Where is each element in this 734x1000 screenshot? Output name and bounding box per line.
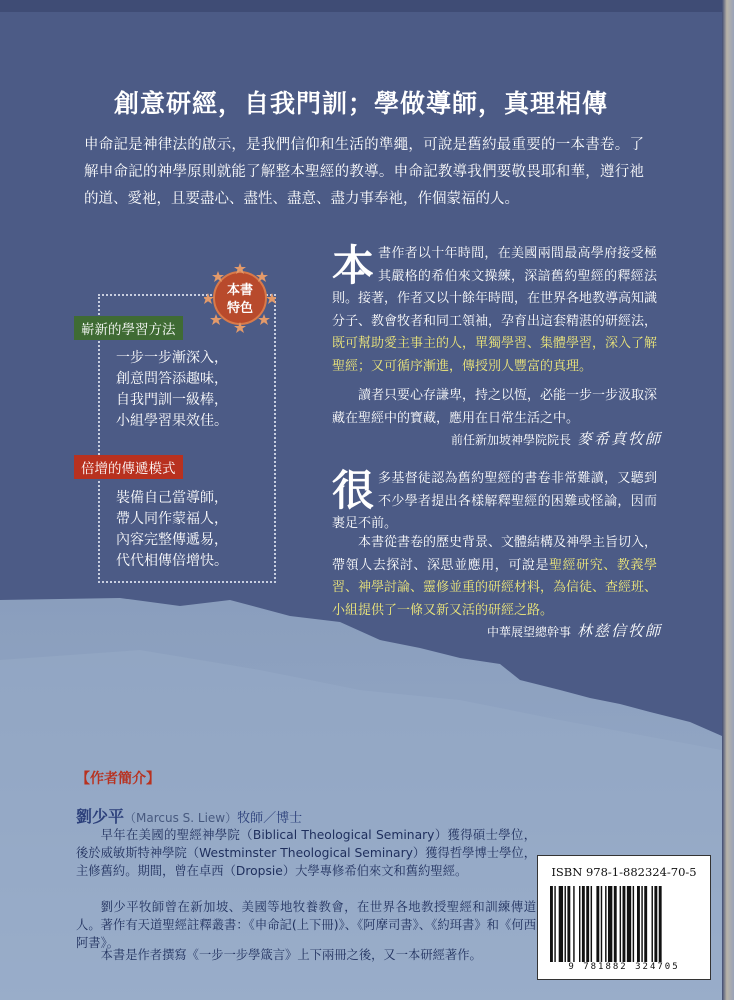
barcode-bar	[627, 886, 631, 962]
author-bio-paragraph-3: 本書是作者撰寫《一步一步學箴言》上下兩冊之後，又一本研經著作。	[100, 948, 482, 962]
endorsement-1-text: 書作者以十年時間，在美國兩間最高學府接受極其嚴格的希伯來文操練，深諳舊約聖經的釋經法則。接著，作者又以十餘年時間，在世界各地教導高知識分子、教會牧者和同工領袖，孕育出這套精湛的研經法，	[332, 246, 658, 329]
barcode-bar	[633, 886, 634, 962]
features-line: 裝備自己當導師，	[116, 490, 228, 506]
features-line: 代代相傳倍增快。	[116, 553, 228, 569]
isbn-digits: 9 781882 324705	[568, 962, 680, 972]
barcode-bar	[644, 886, 647, 962]
barcode-bar	[620, 886, 621, 962]
barcode-bar	[591, 886, 592, 962]
barcode-bar	[601, 886, 602, 962]
features-line: 一步一步漸深入，	[116, 350, 228, 366]
author-bio-paragraph-2: 劉少平牧師曾在新加坡、美國等地牧養教會，在世界各地教授聖經和訓練傳道人。著作有天道聖經註釋叢書：《申命記(上下冊)》、《阿摩司書》、《約珥書》和《何西阿書》。	[76, 900, 536, 950]
isbn-label: ISBN 978-1-882324-70-5	[551, 865, 697, 879]
endorsement-1-highlight: 既可幫助愛主事主的人，單獨學習、集體學習，深入了解聖經；又可循序漸進，傳授別人豐富的真理。	[332, 336, 658, 374]
barcode-bar	[565, 886, 566, 962]
barcode-bar	[641, 886, 642, 962]
features-list-multiplication	[116, 488, 266, 572]
endorsement-2-para-2-text: 本書從書卷的歷史背景、文體結構及神學主旨切入，帶領人去探討、深思並應用，可說是	[332, 535, 658, 573]
features-badge-line-2: 特色	[226, 301, 253, 316]
endorsement-2-para-2	[332, 532, 657, 622]
endorsement-1-dropcap: 本	[332, 241, 375, 290]
endorsement-2-signature	[487, 620, 662, 641]
endorsement-1-signer-name: 麥希真牧師	[576, 430, 662, 448]
author-name-english: （Marcus S. Liew）	[124, 811, 238, 825]
intro-paragraph: 申命記是神律法的啟示，是我們信仰和生活的準繩，可說是舊約最重要的一本書卷。了解申命記的神學原則就能了解整本聖經的教導。申命記教導我們要敬畏耶和華，遵行祂的道、愛祂，且要盡心、盡性、盡意、盡力事奉祂，作個蒙福的人。	[84, 137, 644, 207]
barcode-bar	[654, 886, 657, 962]
features-tag-learning: 嶄新的學習方法	[74, 316, 183, 340]
barcode-image	[550, 886, 698, 962]
features-line: 內容完整傳遞易，	[116, 532, 228, 548]
author-name: 劉少平	[76, 807, 125, 826]
endorsement-2-dropcap: 很	[332, 466, 375, 515]
barcode-bar	[652, 886, 653, 962]
barcode-bar	[579, 886, 580, 962]
barcode-bar	[614, 886, 617, 962]
endorsement-2-signer-title: 中華展望總幹事	[486, 625, 571, 639]
endorsement-2-signer-name: 林慈信牧師	[576, 622, 662, 640]
author-name-line	[76, 804, 302, 827]
endorsement-1-signer-title: 前任新加坡神學院院長	[450, 433, 571, 447]
barcode-bar	[550, 886, 553, 962]
features-tag-multiplication: 倍增的傳遞模式	[74, 455, 183, 479]
barcode-bar	[582, 886, 585, 962]
author-bio-paragraph-1: 早年在美國的聖經神學院（Biblical Theological Seminary）獲得碩士學位，後於威敏斯特神學院（Westminster Theological Seminary）獲得哲學博士學位，主修舊約。期間，曾在卓西（Dropsie）大學專修希伯來文和舊約聖經。	[76, 828, 536, 878]
features-line: 自我門訓一級棒，	[116, 392, 228, 408]
barcode-bar	[659, 886, 662, 962]
endorsement-2-text: 多基督徒認為舊約聖經的書卷非常難讀，又聽到不少學者提出各樣解釋聖經的困難或怪論，因而裹足不前。	[332, 471, 657, 531]
endorsement-2-para-1	[332, 468, 657, 536]
barcode-bar	[567, 886, 570, 962]
features-badge-label	[206, 282, 274, 318]
cover-right-edge	[722, 0, 734, 1000]
barcode-bar	[596, 886, 599, 962]
endorsement-1-para-1	[332, 243, 657, 378]
author-role: 牧師／博士	[237, 811, 303, 826]
features-line: 帶人同作蒙福人，	[116, 511, 228, 527]
barcode-bar	[623, 886, 626, 962]
endorsement-2-highlight: 聖經研究、教義學習、神學討論、靈修並重的研經材料，為信徒、查經班、小組提供了一條又新又活的研經之路。	[332, 557, 658, 618]
barcode-bar	[605, 886, 606, 962]
features-list-learning	[116, 348, 266, 432]
author-heading: 【作者簡介】	[76, 771, 160, 787]
features-line: 創意問答添趣味，	[116, 371, 228, 387]
features-line: 小組學習果效佳。	[116, 413, 228, 429]
endorsement-1-signature	[451, 428, 662, 449]
headline: 創意研經，自我門訓；學做導師，真理相傳	[113, 89, 608, 118]
isbn-box	[537, 855, 711, 980]
endorsement-1-para-2: 讀者只要心存謙卑，持之以恆，必能一步一步汲取深藏在聖經中的寶藏，應用在日常生活之中。	[332, 388, 658, 426]
barcode-bar	[608, 886, 612, 962]
barcode-bar	[554, 886, 555, 962]
barcode-bar	[559, 886, 563, 962]
barcode-bar	[573, 886, 574, 962]
barcode-bar	[637, 886, 640, 962]
features-badge-line-1: 本書	[226, 283, 253, 298]
barcode-bar	[586, 886, 589, 962]
